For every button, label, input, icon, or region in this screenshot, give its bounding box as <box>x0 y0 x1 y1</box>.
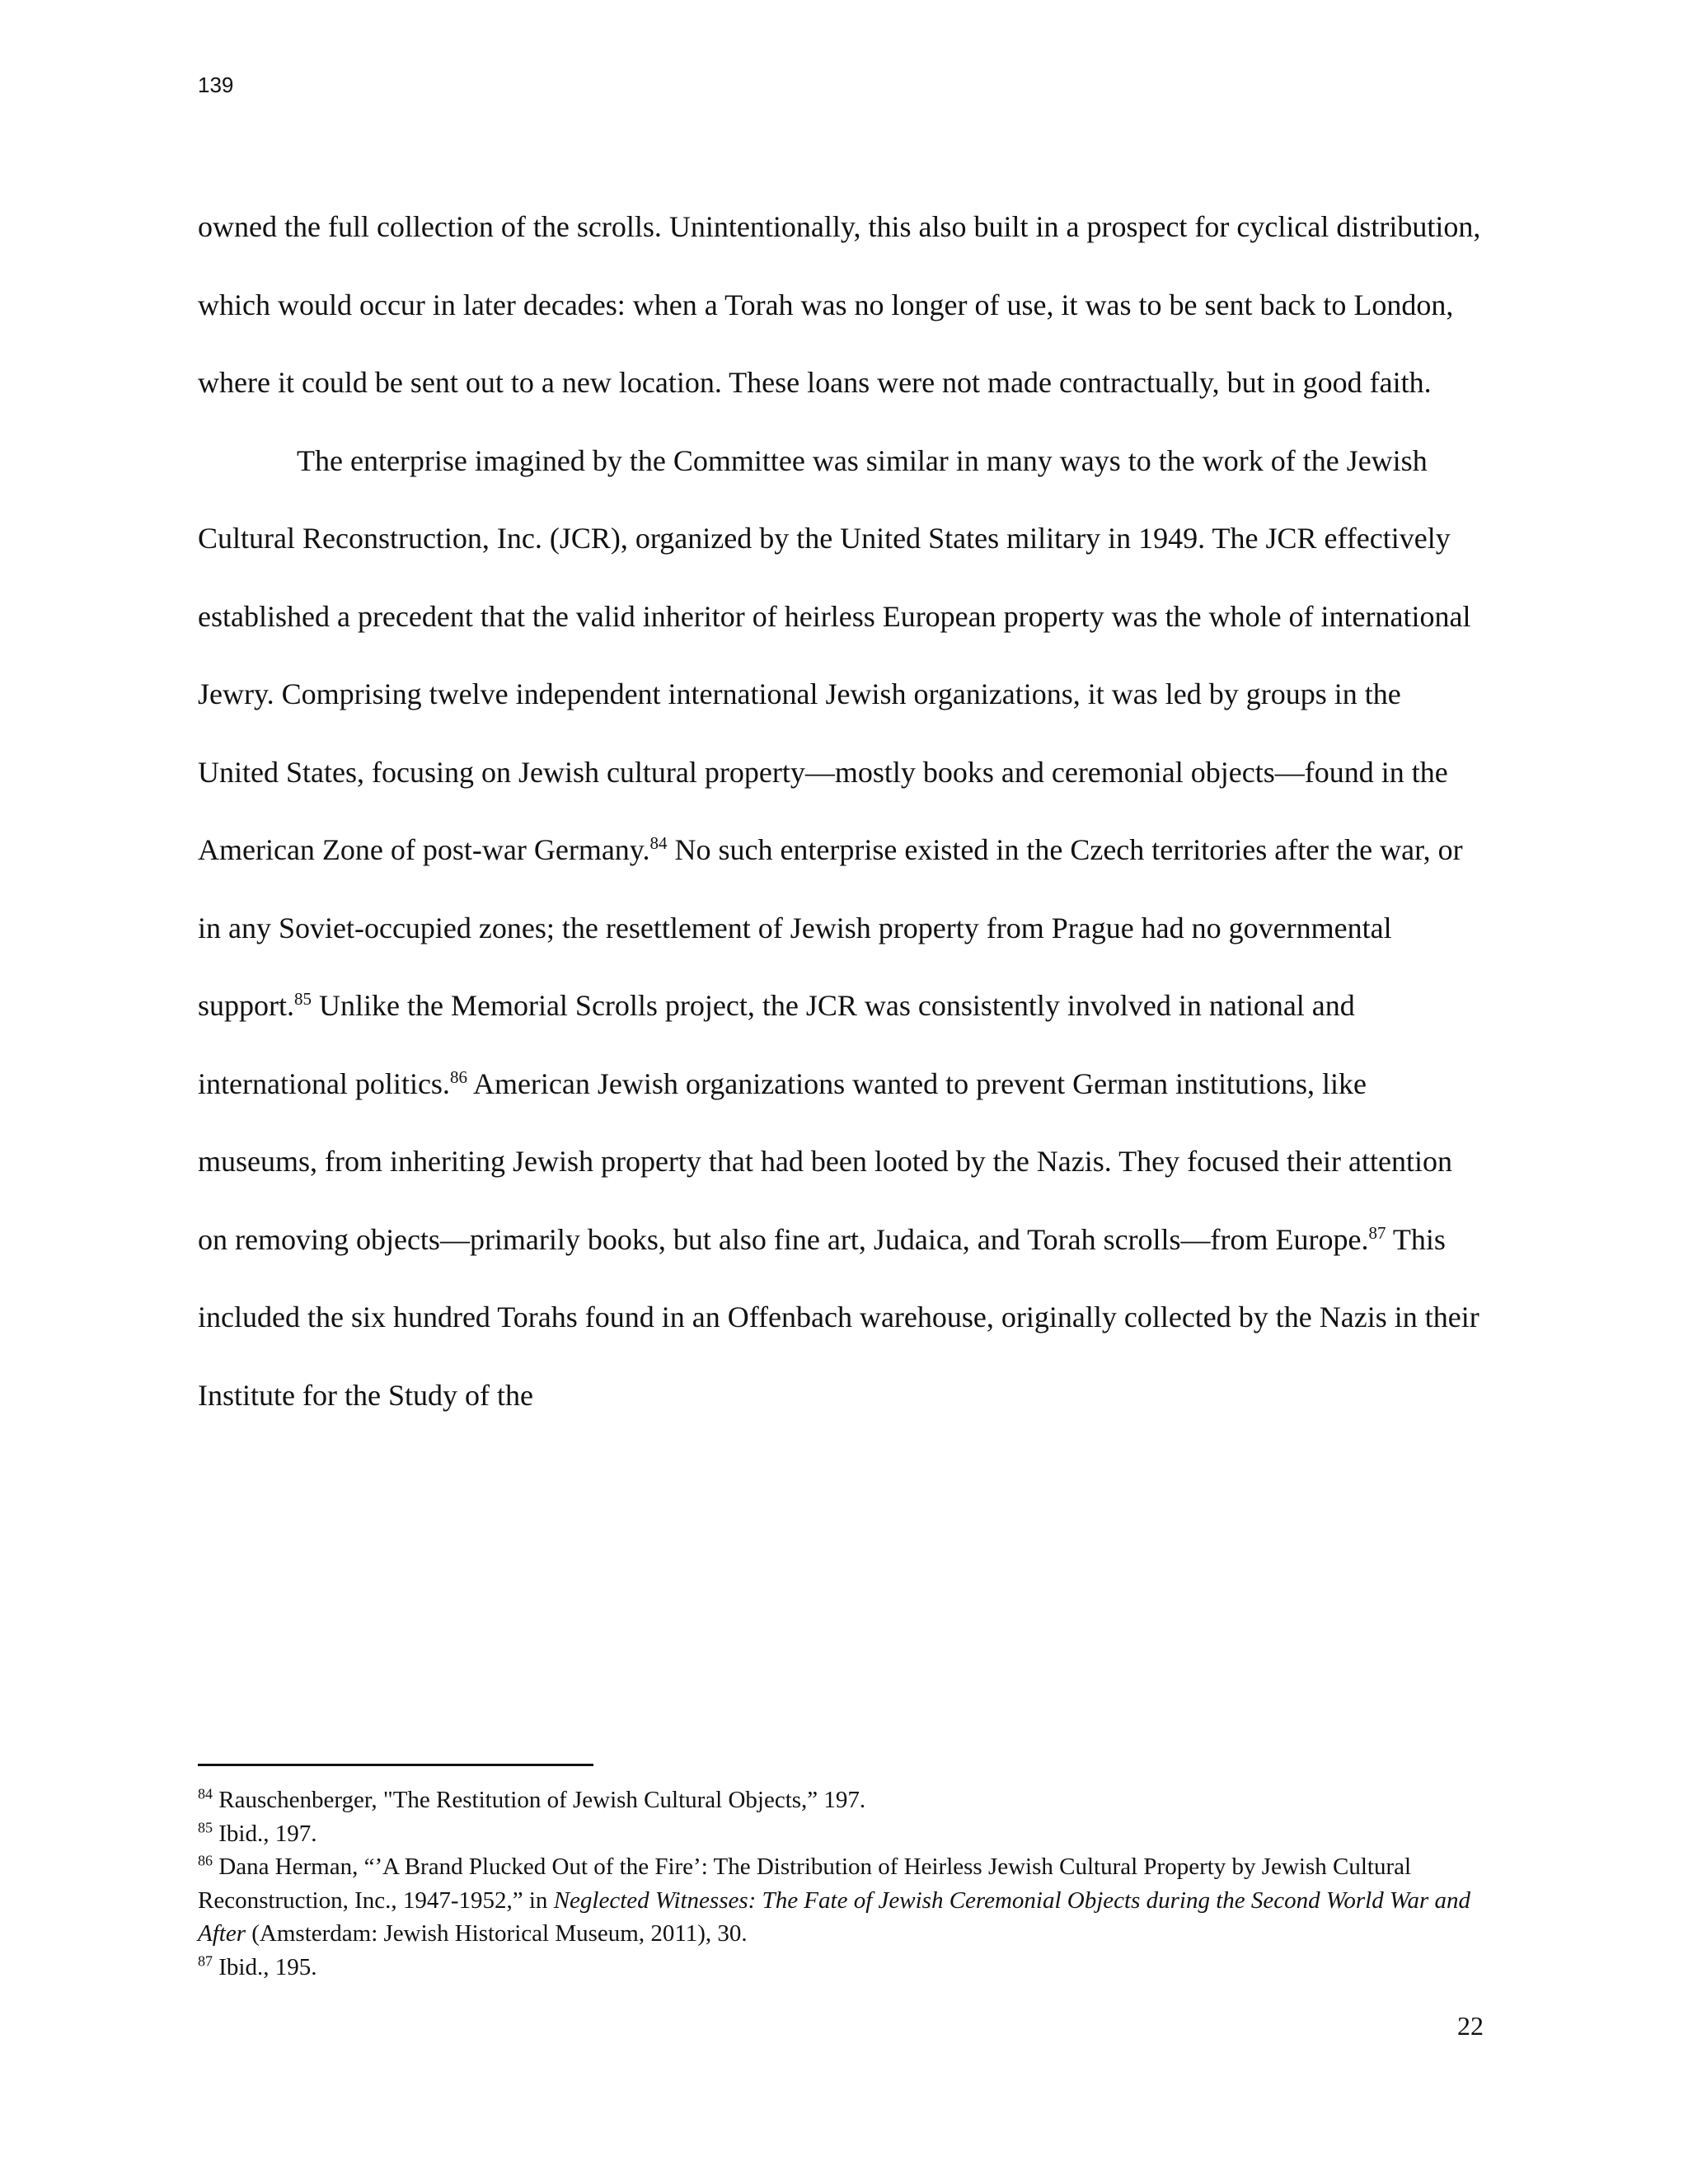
footnote-ref-87: 87 <box>1368 1222 1386 1243</box>
paragraph-1: owned the full collection of the scrolls. Unintentionally, this also built in a prospect for cyclical distribution, which would occur in later decades: when a Torah was no longer of use, it was to be sent back to London, where it could be sent out to a new location. These loans were not made contractually, but in good faith. <box>198 210 1481 399</box>
footnote-85 <box>198 1817 1484 1851</box>
footnote-separator <box>198 1764 593 1766</box>
body-text <box>198 188 1484 1434</box>
paragraph-2-segment-3: Unlike the Memorial Scrolls project, the JCR was consistently involved in national and international politics. <box>198 989 1355 1100</box>
footnote-84 <box>198 1783 1484 1817</box>
footnote-86 <box>198 1850 1484 1951</box>
footnote-text: Ibid., 197. <box>213 1820 317 1847</box>
paragraph-2-segment-4: American Jewish organizations wanted to prevent German institutions, like museums, from inheriting Jewish property that had been looted by the Nazis. They focused their attention on removing objects—primarily books, but also fine art, Judaica, and Torah scrolls—from Europe. <box>198 1066 1452 1256</box>
footnotes <box>198 1783 1484 1984</box>
footnote-ref-84: 84 <box>649 833 668 853</box>
archive-stamp-number: 139 <box>198 73 234 97</box>
footnote-number: 84 <box>198 1785 213 1802</box>
footnote-ref-86: 86 <box>449 1066 467 1087</box>
paragraph-2-segment-1: The enterprise imagined by the Committee was similar in many ways to the work of the Jewish Cultural Reconstruction, Inc. (JCR), organized by the United States military in 1949. The JCR effectively established a precedent that the valid inheritor of heirless European property was the whole of international Jewry. Comprising twelve independent international Jewish organizations, it was led by groups in the United States, focusing on Jewish cultural property—mostly books and ceremonial objects—found in the American Zone of post-war Germany. <box>198 443 1471 866</box>
footnote-number: 85 <box>198 1818 213 1835</box>
paragraph-2 <box>198 422 1484 1435</box>
footnote-87 <box>198 1951 1484 1985</box>
footnote-text: Dana Herman, “’A Brand Plucked Out of the Fire’: The Distribution of Heirless Jewish Cultural Property by Jewish Cultural Reconstruction, Inc., 1947-1952,” in <box>198 1854 1412 1914</box>
footnote-ref-85: 85 <box>294 989 312 1009</box>
footnote-text: Rauschenberger, "The Restitution of Jewish Cultural Objects,” 197. <box>213 1787 866 1813</box>
footnote-text: Ibid., 195. <box>213 1953 317 1980</box>
paragraph-2-segment-2: No such enterprise existed in the Czech territories after the war, or in any Soviet-occupied zones; the resettlement of Jewish property from Prague had no governmental support. <box>198 833 1463 1022</box>
footnote-book-title: Neglected Witnesses: The Fate of Jewish Ceremonial Objects during the Second World War and After <box>198 1886 1471 1947</box>
footnote-number: 86 <box>198 1852 213 1869</box>
footnote-number: 87 <box>198 1952 213 1969</box>
page-number: 22 <box>1457 2011 1484 2041</box>
footnote-text-end: (Amsterdam: Jewish Historical Museum, 2011), 30. <box>246 1920 748 1947</box>
paragraph-2-segment-5: This included the six hundred Torahs found in an Offenbach warehouse, originally collected by the Nazis in their Institute for the Study of the <box>198 1222 1479 1412</box>
